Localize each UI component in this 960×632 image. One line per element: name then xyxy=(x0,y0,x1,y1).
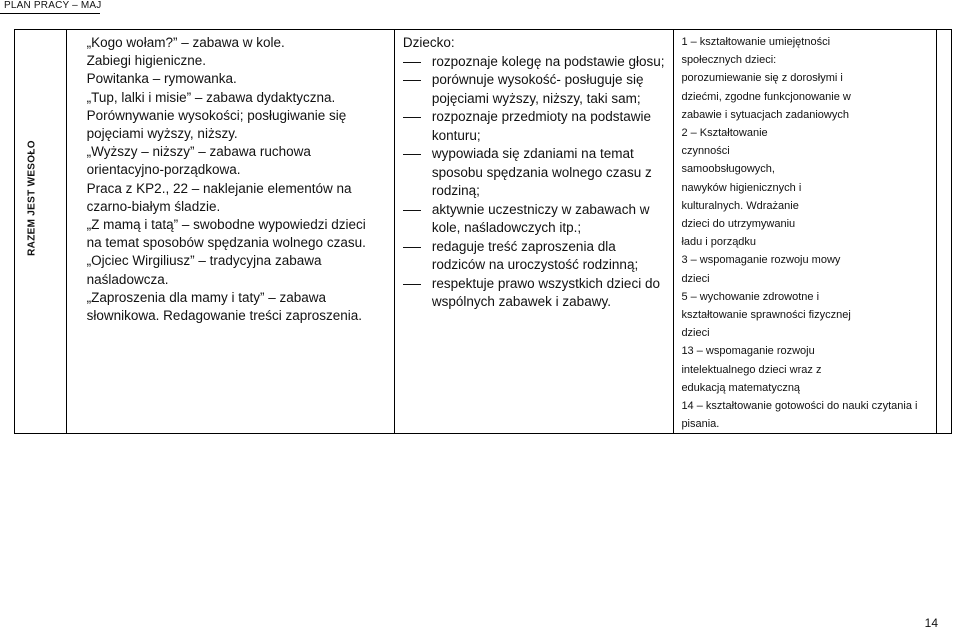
activity-line: „Z mamą i tatą” – swobodne wypowiedzi dzieci xyxy=(86,217,366,233)
activity-line: orientacyjno-porządkowa. xyxy=(86,162,241,178)
dash-bullet xyxy=(403,154,421,155)
outcome-item xyxy=(403,275,670,312)
activity-line: „Tup, lalki i misie” – zabawa dydaktyczna. xyxy=(86,89,336,105)
dash-bullet xyxy=(403,247,421,248)
activities-list xyxy=(67,30,394,325)
header-rule xyxy=(0,13,100,14)
goal-line: kulturalnych. Wdrażanie xyxy=(681,199,799,212)
outcome-item xyxy=(403,201,670,238)
outcome-item xyxy=(403,71,670,108)
dash-bullet xyxy=(403,117,421,118)
side-label-cell xyxy=(15,30,67,434)
outcome-item xyxy=(403,108,670,145)
outcomes-heading: Dziecko: xyxy=(402,35,455,50)
activity-line: Zabiegi higieniczne. xyxy=(86,53,206,69)
outcome-item xyxy=(403,238,670,275)
activity-line: naśladowcza. xyxy=(86,271,169,287)
goal-line: zabawie i sytuacjach zadaniowych xyxy=(681,108,849,121)
outcome-text: porównuje wysokość- posługuje się pojęciami wyższy, niższy, taki sam; xyxy=(431,72,644,106)
outcomes-list xyxy=(395,30,674,312)
page-header: PLAN PRACY – MAJ xyxy=(4,0,102,11)
goal-line: samoobsługowych, xyxy=(681,163,775,176)
outcome-text: wypowiada się zdaniami na temat sposobu spędzania wolnego czasu z rodziną; xyxy=(431,146,652,198)
outcome-item xyxy=(403,145,670,201)
goal-line: społecznych dzieci: xyxy=(681,54,777,67)
activity-line: „Wyższy – niższy” – zabawa ruchowa xyxy=(86,144,311,160)
activity-line: „Ojciec Wirgiliusz” – tradycyjna zabawa xyxy=(86,253,322,269)
activity-line: czarno-białym śladzie. xyxy=(86,198,221,214)
dash-bullet xyxy=(403,80,421,81)
goal-line: pisania. xyxy=(681,418,720,431)
goal-line: 3 – wspomaganie rozwoju mowy xyxy=(681,254,841,267)
goal-line: dzieci xyxy=(681,327,710,340)
outcome-text: rozpoznaje przedmioty na podstawie konturu; xyxy=(431,109,651,143)
activity-line: Porównywanie wysokości; posługiwanie się xyxy=(86,107,347,123)
goal-line: 5 – wychowanie zdrowotne i xyxy=(681,290,820,303)
goals-cell xyxy=(674,30,936,434)
outcome-item xyxy=(403,53,670,72)
goal-line: ładu i porządku xyxy=(681,236,757,249)
goal-line: edukacją matematyczną xyxy=(681,381,801,394)
activity-line: „Kogo wołam?” – zabawa w kole. xyxy=(86,35,285,50)
activity-line: Praca z KP2., 22 – naklejanie elementów na xyxy=(86,180,352,196)
goal-line: dzieci do utrzymywaniu xyxy=(681,218,796,231)
goal-line: 1 – kształtowanie umiejętności xyxy=(681,36,831,48)
goal-line: intelektualnego dzieci wraz z xyxy=(681,363,822,376)
activity-line: pojęciami wyższy, niższy. xyxy=(86,126,238,142)
outcome-text: respektuje prawo wszystkich dzieci do wspólnych zabawek i zabawy. xyxy=(431,275,660,309)
goal-line: 2 – Kształtowanie xyxy=(681,127,768,140)
outcome-text: aktywnie uczestniczy w zabawach w kole, naśladowczych itp.; xyxy=(431,201,650,235)
goal-line: 14 – kształtowanie gotowości do nauki czytania i xyxy=(681,400,918,413)
goal-line: czynności xyxy=(681,145,730,158)
activity-line: „Zaproszenia dla mamy i taty” – zabawa xyxy=(86,289,327,305)
goal-line: porozumiewanie się z dorosłymi i xyxy=(681,72,843,85)
page-number: 14 xyxy=(924,616,938,630)
goal-line: dziećmi, zgodne funkcjonowanie w xyxy=(681,90,851,103)
outcome-text: rozpoznaje kolegę na podstawie głosu; xyxy=(431,53,665,69)
empty-cell xyxy=(936,30,951,434)
activities-cell xyxy=(66,30,394,434)
activity-line: słownikowa. Redagowanie treści zaproszenia. xyxy=(86,308,363,324)
outcome-text: redaguje treść zaproszenia dla rodziców na uroczystość rodzinną; xyxy=(431,238,639,272)
dash-bullet xyxy=(403,62,421,63)
activity-line: na temat sposobów spędzania wolnego czasu. xyxy=(86,235,366,251)
goal-line: 13 – wspomaganie rozwoju xyxy=(681,345,815,358)
plan-table xyxy=(14,29,952,434)
goals-list xyxy=(674,30,935,433)
goal-line: nawyków higienicznych i xyxy=(681,181,802,194)
goal-line: kształtowanie sprawności fizycznej xyxy=(681,309,851,322)
dash-bullet xyxy=(403,284,421,285)
side-label: RAZEM JEST WESOŁO xyxy=(26,140,38,256)
outcomes-cell xyxy=(394,30,674,434)
activity-line: Powitanka – rymowanka. xyxy=(86,71,237,87)
goal-line: dzieci xyxy=(681,272,710,285)
dash-bullet xyxy=(403,210,421,211)
